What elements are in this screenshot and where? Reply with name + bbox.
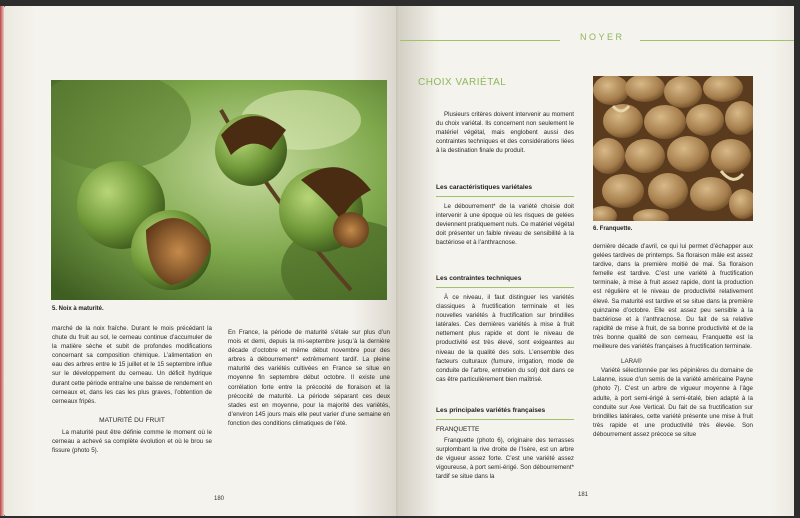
variety-heading-lara: LARA® [621, 358, 642, 366]
body-paragraph: Variété sélectionnée par les pépinières du domaine de Lalanne, issue d’un semis de la variété américaine Payne (photo 7). C’est un arbre de vigueur moyenne à l’âge adulte, à port semi-érigé à semi-étalé, bien adapté à la conduite sur Axe Vertical. Du fait de sa fructification sur brindilles latérales, cette variété présente une mise à fruit très rapide et une productivité très élevée. Son débourrement assez précoce se situe [593, 367, 753, 438]
subheading-varieties: Les principales variétés françaises [436, 407, 546, 414]
header-rule [400, 40, 560, 41]
intro-paragraph: Plusieurs critères doivent intervenir au moment du choix variétal. Ils concernent non seulement le matériel végétal, mais englobent aussi des contraintes techniques et des considérations liées à la destination finale du produit. [436, 111, 574, 155]
divider [436, 419, 574, 420]
body-paragraph: La maturité peut être définie comme le moment où le cerneau a achevé sa complète évolution et où le brou se fissure (photo 5). [52, 428, 212, 455]
divider [436, 196, 574, 197]
left-column-1 [52, 324, 212, 455]
header-rule [640, 40, 794, 41]
walnut-tree-photo [51, 80, 387, 300]
body-paragraph: Le débourrement* de la variété choisie doit intervenir à une époque où les risques de gelées deviennent pratiquement nuls. Ce matériel végétal doit présenter un faible niveau de sensibilité à la bactériose et à l’anthracnose. [436, 203, 574, 247]
body-paragraph: En France, la période de maturité s’étale sur plus d’un mois et demi, depuis la mi-septembre jusqu’à la dernière décade d’octobre et même début novembre pour des arbres à débourrement* extrêmement tardif. La pleine maturité des variétés cultivées en France se situe en moyenne fin septembre début octobre. Il existe une corrélation forte entre la précocité de floraison et la précocité de maturité. La période séparant ces deux stades est en moyenne, pour la majorité des variétés, d’environ 145 jours mais elle peut varier d’une semaine en fonction des conditions climatiques de l’été. [228, 329, 390, 427]
photo-caption: 6. Franquette. [593, 226, 633, 232]
franquette-text [436, 436, 574, 481]
constraints-text [436, 293, 574, 384]
subheading-constraints: Les contraintes techniques [436, 275, 522, 282]
body-paragraph: marché de la noix fraîche. Durant le mois précédant la chute du fruit au sol, le cerneau continue d’accumuler de la matière sèche et subit de profondes modifications concernant sa composition chimique. L’alimentation en eau des arbres entre le 15 juillet et le 15 septembre influe sur le développement du cerneau. Un déficit hydrique durant cette période entraîne une baisse de rendement en cerneaux et, dans les cas les plus graves, l’obtention de cerneaux fripés. [52, 325, 212, 405]
divider [436, 287, 574, 288]
right-intro [436, 110, 574, 155]
characteristics-text [436, 202, 574, 247]
right-column-2 [593, 242, 753, 439]
page-number: 180 [214, 496, 225, 502]
photo-caption: 5. Noix à maturité. [52, 306, 104, 312]
left-column-2 [228, 328, 390, 428]
left-page [4, 6, 400, 516]
body-paragraph: dernière décade d’avril, ce qui lui permet d’échapper aux gelées tardives de printemps. Sa floraison mâle est assez tardive, dans la première moitié de mai. Sa floraison femelle est tardive. C’est une variété à fructification terminale, à mise à fruit assez rapide, dont la production est régulière et le niveau de productivité relativement élevé. Sa maturité est tardive et se situe dans la première quinzaine d’octobre. Elle est assez peu sensible à la bactériose et à l’anthracnose. Du fait de sa relative rapidité de mise à fruit, de sa bonne productivité et de la très bonne qualité de son cerneau, Franquette est la meilleure des variétés françaises à fructification terminale. [593, 243, 753, 351]
walnuts-on-branch-image [51, 80, 387, 300]
body-paragraph: Franquette (photo 6), originaire des terrasses surplombant la rive droite de l’Isère, est un arbre de vigueur assez forte. C’est une variété assez vigoureuse, à port semi-érigé. Son débourrement* tardif se situe dans la [436, 437, 574, 481]
section-title: CHOIX VARIÉTAL [418, 77, 507, 88]
walnuts-pile-image [593, 76, 753, 221]
page-number: 181 [578, 492, 589, 498]
variety-heading-franquette: FRANQUETTE [436, 426, 480, 433]
franquette-photo [593, 76, 753, 221]
running-header: NOYER [580, 32, 625, 42]
subheading-characteristics: Les caractéristiques variétales [436, 184, 533, 191]
section-subheading: MATURITÉ DU FRUIT [99, 416, 165, 424]
body-paragraph: À ce niveau, il faut distinguer les variétés classiques à fructification terminale et les nouvelles variétés à fructification sur brindilles latérales. Ces dernières variétés à mise à fruit nettement plus rapide et dont le niveau de productivité est très élevé, sont exigeantes au niveau de la qualité des sols. L’ensemble des facteurs culturaux (fumure, irrigation, mode de conduite de l’arbre, entretien du sol) doit dans ce cas être particulièrement bien maîtrisé. [436, 294, 574, 383]
